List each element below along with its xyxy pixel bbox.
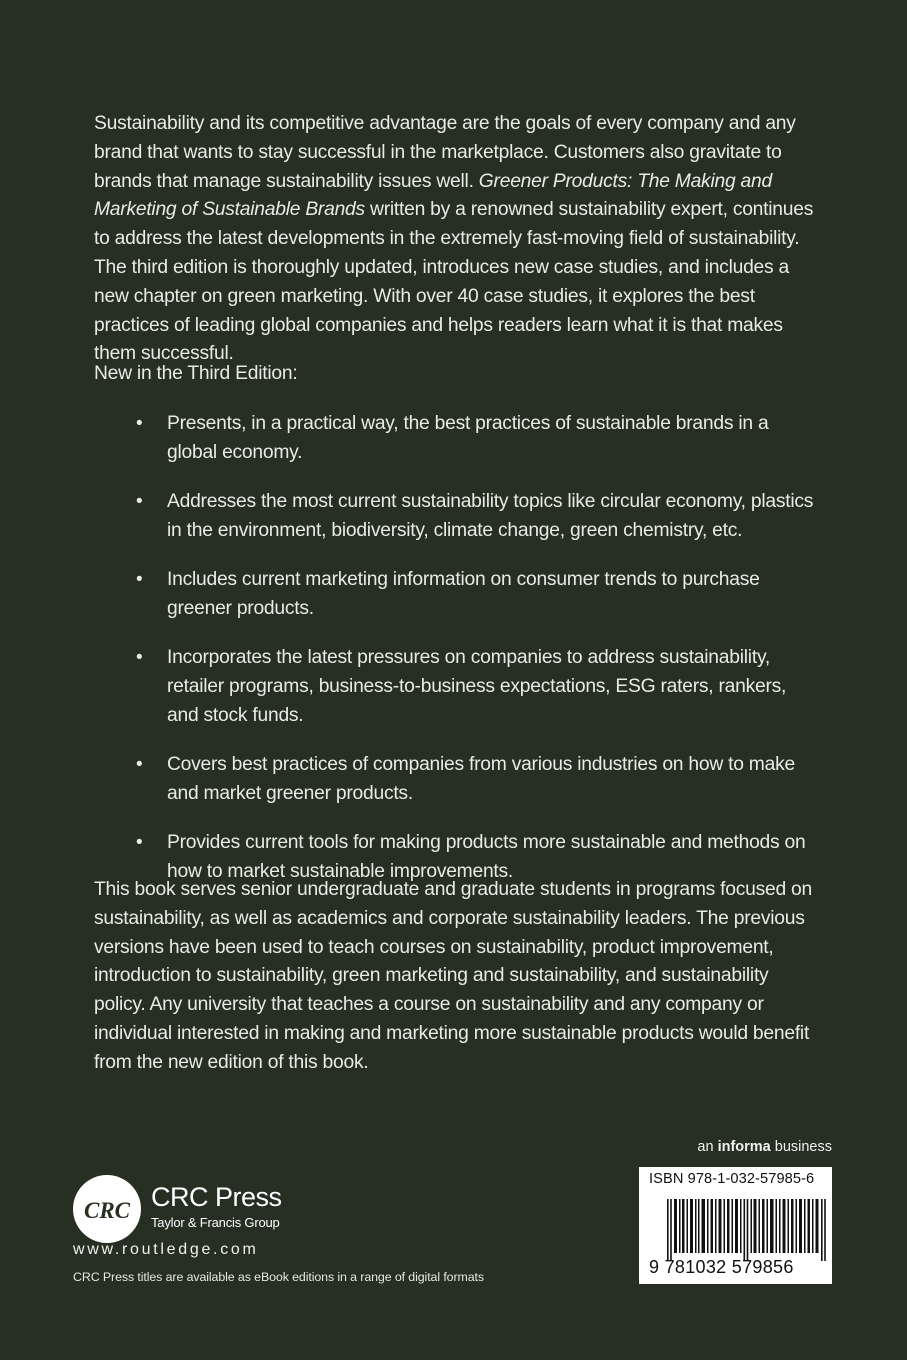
list-item-text: Includes current marketing information on consumer trends to purchase greener products. (167, 568, 760, 619)
barcode-digits: 9 781032 579856 (649, 1257, 794, 1277)
list-item (94, 751, 814, 809)
informa-prefix: an (697, 1139, 718, 1155)
crc-press-logo (72, 1174, 142, 1244)
list-item-text: Presents, in a practical way, the best practices of sustainable brands in a global economy. (167, 413, 769, 463)
website-link[interactable]: www.routledge.com (73, 1241, 259, 1258)
list-item (94, 644, 814, 730)
isbn-number: ISBN 978-1-032-57985-6 (649, 1171, 815, 1187)
audience-paragraph: This book serves senior undergraduate and graduate students in programs focused on sustainability, as well as academics and corporate sustainability leaders. The previous versions have been used to teach courses on sustainability, product improvement, introduction to sustainability, green marketing and sustainability, and sustainability policy. Any university that teaches a course on sustainability and any company or individual interested in making and marketing more sustainable products would benefit from the new edition of this book. (94, 879, 812, 1073)
bullet-icon: • (136, 413, 143, 434)
bullet-icon: • (136, 490, 143, 512)
barcode-bars (667, 1199, 827, 1261)
ebook-note: CRC Press titles are available as eBook editions in a range of digital formats (73, 1270, 484, 1284)
list-item (94, 566, 814, 624)
list-item-text: Provides current tools for making products more sustainable and methods on how to market sustainable improvements. (167, 831, 806, 882)
feature-list (94, 410, 814, 907)
bullet-icon: • (136, 831, 143, 853)
informa-suffix: business (770, 1139, 832, 1155)
list-item (94, 410, 814, 468)
publisher-group: Taylor & Francis Group (151, 1215, 280, 1230)
intro-paragraph (94, 110, 814, 369)
list-item-text: Covers best practices of companies from various industries on how to make and market greener products. (167, 753, 795, 804)
crc-logo-text: CRC (83, 1198, 131, 1223)
book-title: Greener Products: The Making and Marketing of Sustainable Brands (94, 170, 772, 221)
isbn-barcode (639, 1167, 832, 1284)
bullet-icon: • (136, 753, 143, 775)
bullet-icon: • (136, 646, 143, 668)
publisher-name: CRC Press (151, 1182, 282, 1212)
intro-text-before: Sustainability and its competitive advantage are the goals of every company and any brand that wants to stay successful in the marketplace. Customers also gravitate to brands that manage sustainability issues well. (94, 113, 796, 192)
list-item-text: Addresses the most current sustainability topics like circular economy, plastics in the environment, biodiversity, climate change, green chemistry, etc. (167, 490, 814, 541)
informa-tagline (697, 1139, 832, 1155)
list-item-text: Incorporates the latest pressures on companies to address sustainability, retailer programs, business-to-business expectations, ESG raters, rankers, and stock funds. (167, 646, 787, 726)
intro-text-after: written by a renowned sustainability expert, continues to address the latest developments in the extremely fast-moving field of sustainability. The third edition is thoroughly updated, introduces new case studies, and includes a new chapter on green marketing. With over 40 case studies, it explores the best practices of leading global companies and helps readers learn what it is that makes them successful. (94, 199, 814, 365)
bullet-icon: • (136, 568, 143, 590)
new-edition-heading: New in the Third Edition: (94, 363, 298, 384)
informa-word: informa (717, 1139, 771, 1155)
list-item (94, 488, 814, 546)
